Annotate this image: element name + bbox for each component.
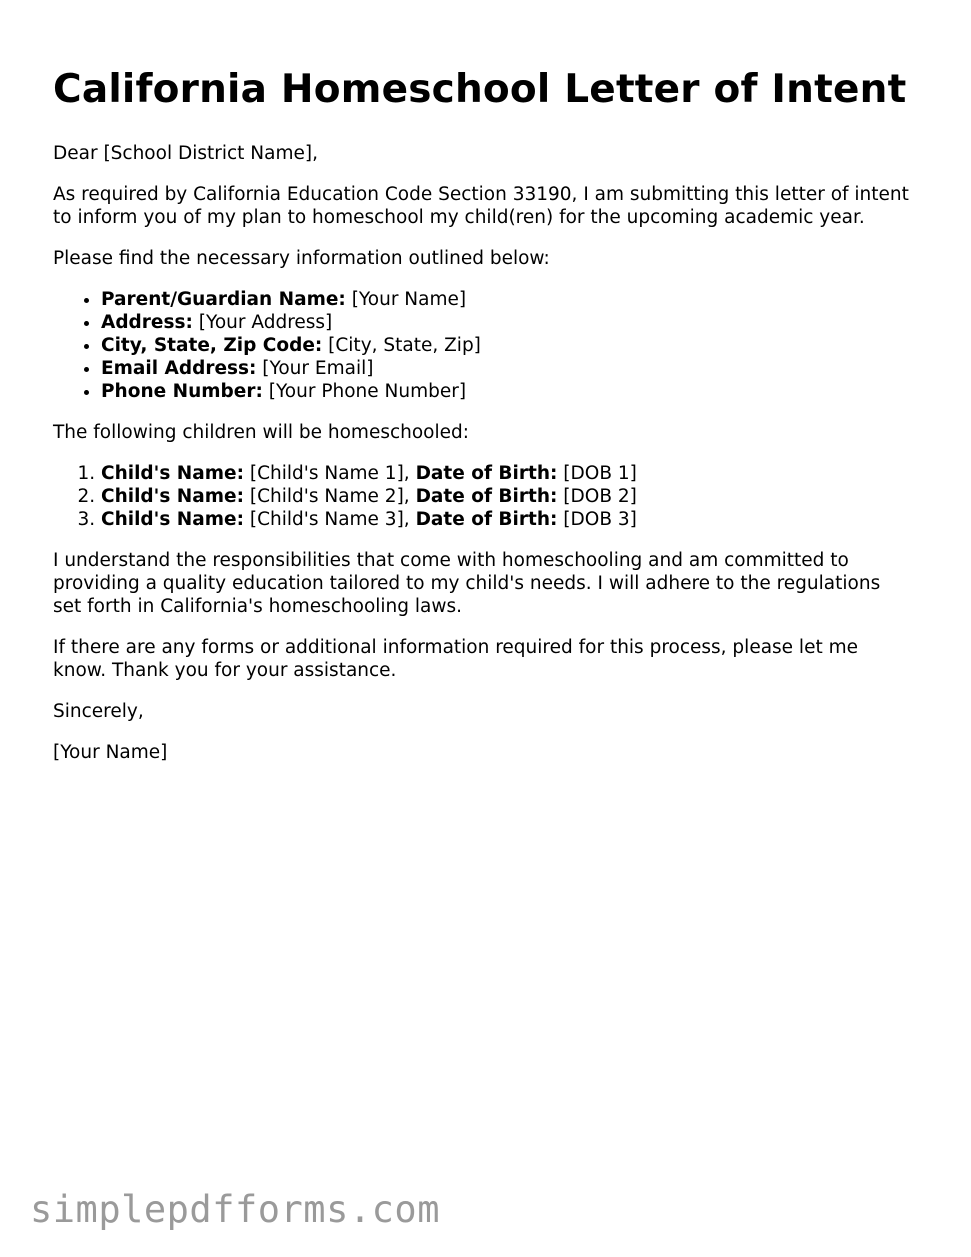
dob-value: [DOB 1]	[557, 463, 637, 484]
dob-value: [DOB 2]	[557, 486, 637, 507]
info-lead: Please find the necessary information outlined below:	[53, 248, 550, 269]
child-name-value: [Child's Name 3],	[243, 509, 416, 530]
watermark: simplepdfforms.com	[30, 1188, 440, 1231]
field-label: Address:	[101, 312, 193, 333]
field-value: [Your Phone Number]	[262, 381, 467, 402]
field-value: [Your Email]	[256, 358, 374, 379]
list-item	[101, 334, 913, 357]
salutation: Dear [School District Name],	[53, 143, 318, 164]
child-name-label: Child's Name:	[101, 486, 244, 507]
child-name-value: [Child's Name 1],	[243, 463, 416, 484]
signature-placeholder: [Your Name]	[53, 742, 168, 763]
children-lead: The following children will be homeschooled:	[53, 422, 469, 443]
closing-request-paragraph: If there are any forms or additional information required for this process, please let me know. Thank you for your assistance.	[53, 637, 858, 681]
list-item	[101, 462, 913, 485]
commitment-paragraph: I understand the responsibilities that come with homeschooling and am committed to providing a quality education tailored to my child's needs. I will adhere to the regulations set forth in California's homeschooling laws.	[53, 550, 881, 617]
dob-value: [DOB 3]	[557, 509, 637, 530]
list-item	[101, 485, 913, 508]
dob-label: Date of Birth:	[415, 509, 558, 530]
child-name-value: [Child's Name 2],	[243, 486, 416, 507]
list-item	[101, 508, 913, 531]
field-label: Parent/Guardian Name:	[101, 289, 346, 310]
children-list	[53, 462, 913, 531]
field-label: Email Address:	[101, 358, 257, 379]
intro-paragraph: As required by California Education Code Section 33190, I am submitting this letter of intent to inform you of my plan to homeschool my child(ren) for the upcoming academic year.	[53, 184, 909, 228]
list-item	[101, 357, 913, 380]
letter-document	[53, 62, 913, 782]
field-value: [City, State, Zip]	[322, 335, 481, 356]
child-name-label: Child's Name:	[101, 509, 244, 530]
contact-info-list	[53, 288, 913, 403]
field-value: [Your Address]	[192, 312, 333, 333]
child-name-label: Child's Name:	[101, 463, 244, 484]
dob-label: Date of Birth:	[415, 463, 558, 484]
list-item	[101, 288, 913, 311]
field-label: City, State, Zip Code:	[101, 335, 323, 356]
document-title: California Homeschool Letter of Intent	[53, 67, 907, 112]
field-label: Phone Number:	[101, 381, 263, 402]
list-item	[101, 380, 913, 403]
field-value: [Your Name]	[345, 289, 467, 310]
signoff: Sincerely,	[53, 701, 144, 722]
dob-label: Date of Birth:	[415, 486, 558, 507]
list-item	[101, 311, 913, 334]
